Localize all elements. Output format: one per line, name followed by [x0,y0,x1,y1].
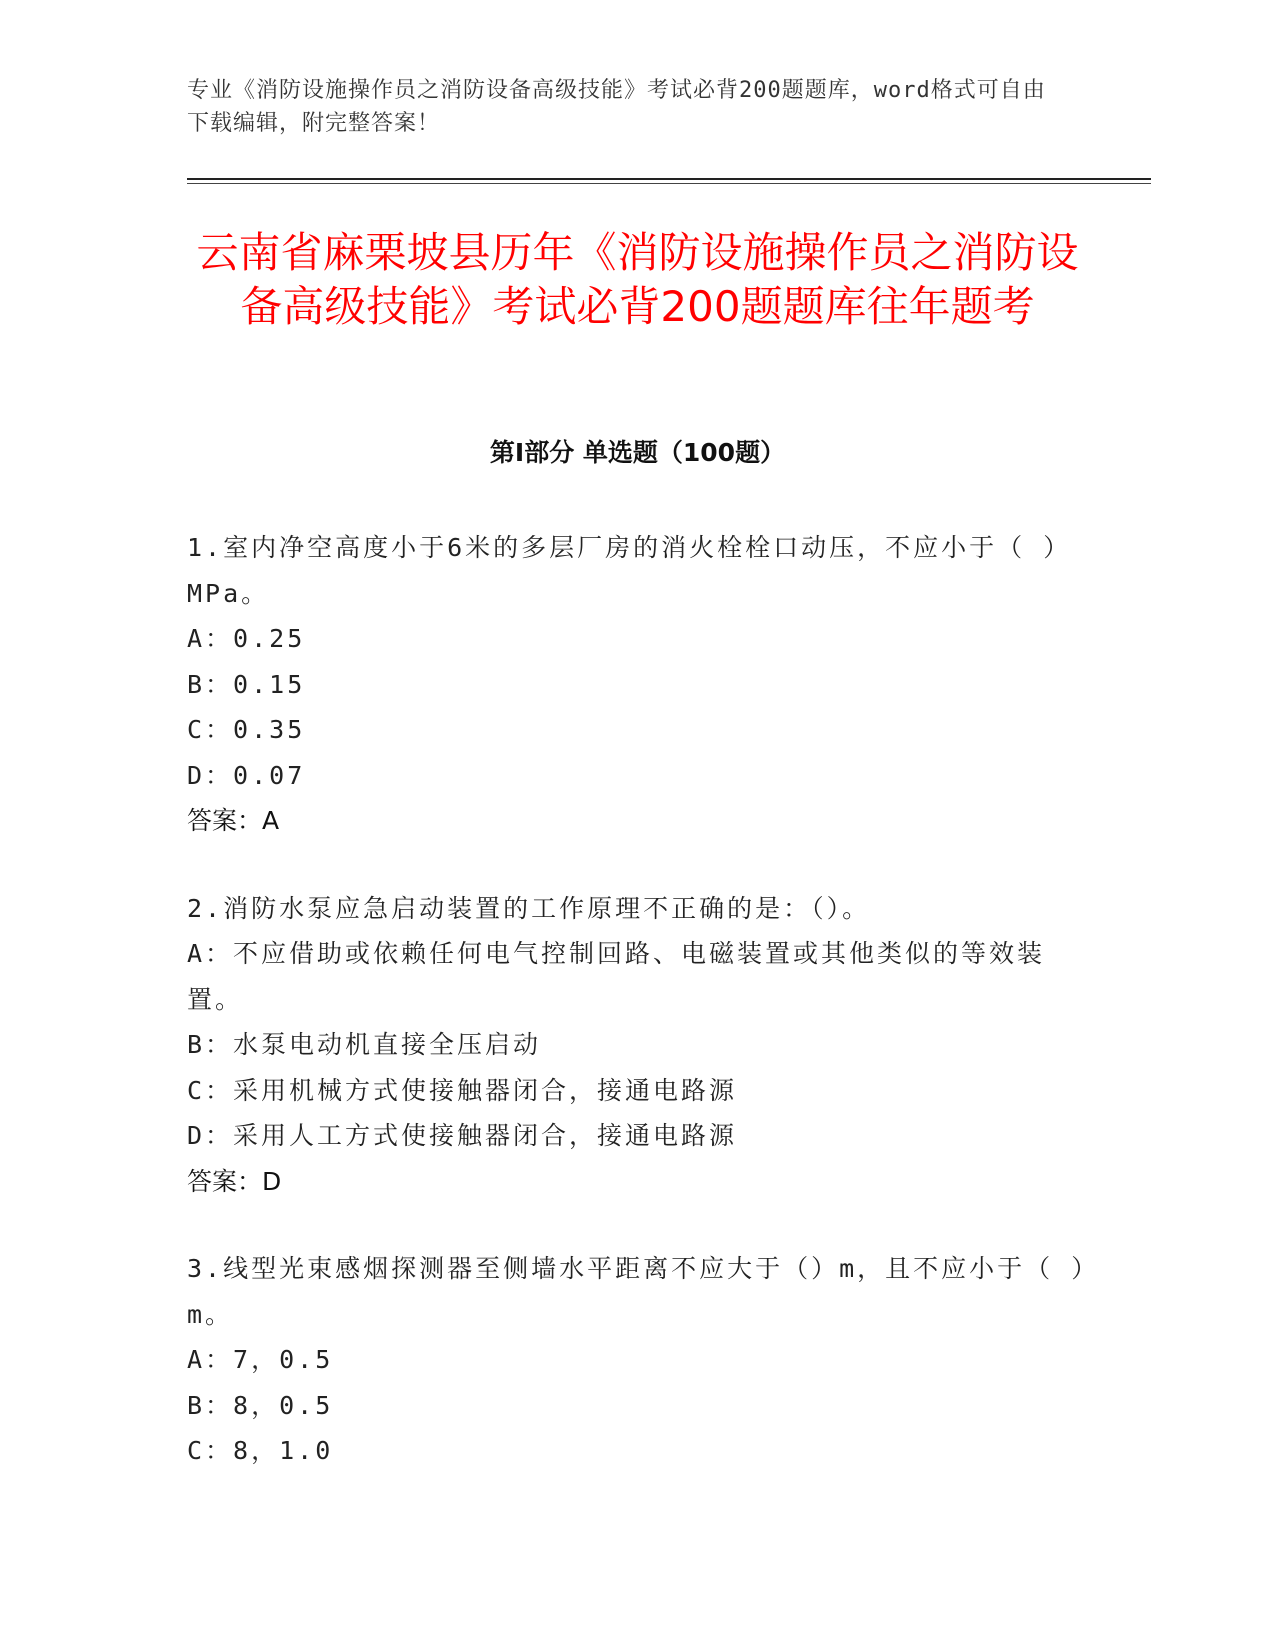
option-d: D：采用人工方式使接触器闭合，接通电路源 [187,1121,738,1150]
option-c: C：0.35 [187,715,306,744]
document-title: 云南省麻栗坡县历年《消防设施操作员之消防设备高级技能》考试必背200题题库往年题考 [196,228,1079,331]
question-stem: 1.室内净空高度小于6米的多层厂房的消火栓栓口动压，不应小于（ ）MPa。 [187,533,1072,608]
question-list [187,525,1087,1516]
header-divider-thin [187,183,1151,184]
answer: 答案：A [187,806,280,835]
option-c: C：8，1.0 [187,1436,334,1465]
option-a: A：不应借助或依赖任何电气控制回路、电磁装置或其他类似的等效装置。 [187,939,1046,1014]
option-a: A：0.25 [187,624,306,653]
header-divider-thick [187,178,1151,180]
option-d: D：0.07 [187,760,306,790]
answer: 答案：D [187,1166,282,1196]
question-1 [187,525,1087,844]
section-title: 第Ⅰ部分 单选题（100题） [489,438,786,467]
question-3 [187,1246,1087,1474]
option-b: B：8，0.5 [187,1390,334,1420]
option-b: B：水泵电动机直接全压启动 [187,1030,542,1059]
option-b: B：0.15 [187,669,306,699]
question-stem: 3.线型光束感烟探测器至侧墙水平距离不应大于（）m，且不应小于（ ）m。 [187,1254,1087,1329]
question-stem: 2.消防水泵应急启动装置的工作原理不正确的是：（）。 [187,893,871,923]
header-note: 专业《消防设施操作员之消防设备高级技能》考试必背200题题库，word格式可自由下载编辑，附完整答案！ [187,78,1046,136]
option-c: C：采用机械方式使接触器闭合，接通电路源 [187,1075,738,1105]
option-a: A：7，0.5 [187,1345,334,1374]
question-2 [187,886,1087,1205]
